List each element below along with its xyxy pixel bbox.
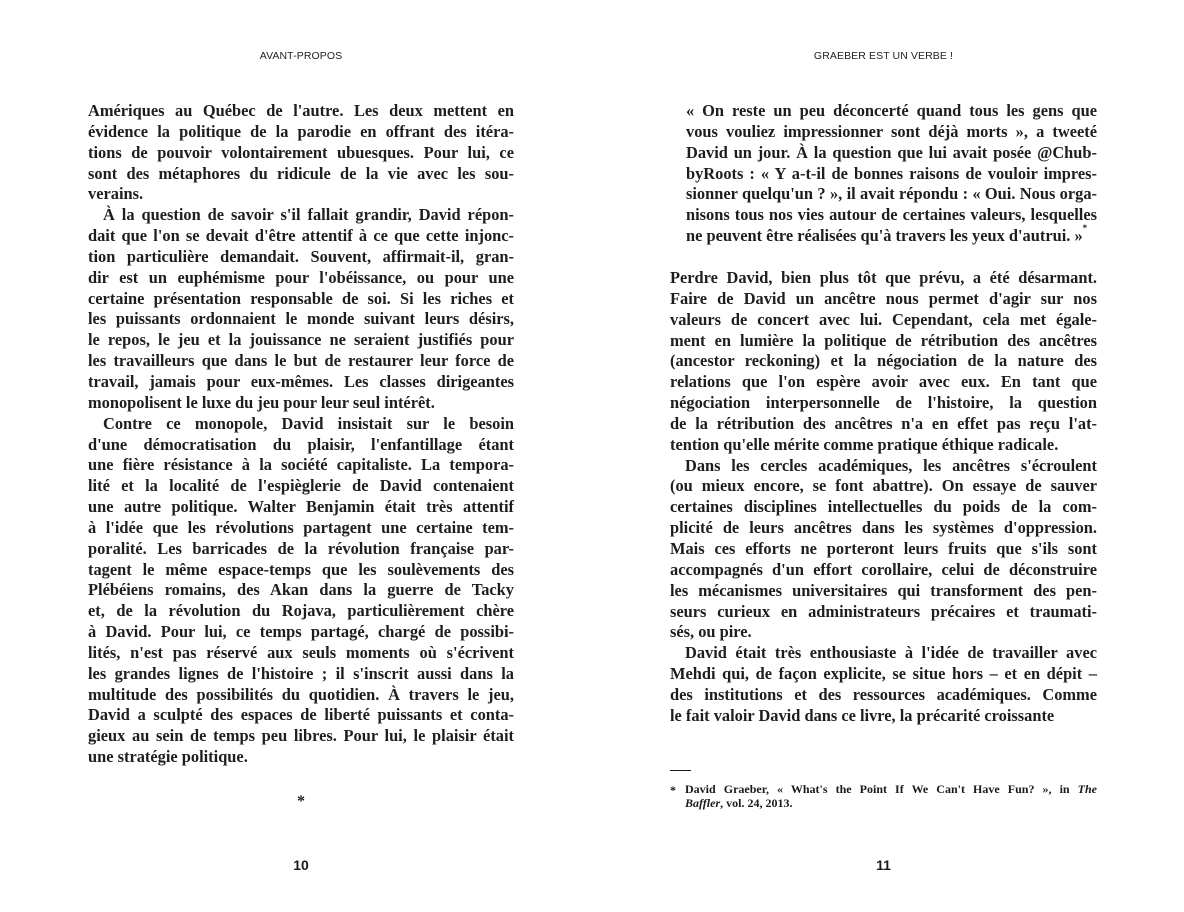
text-line: (ou mieux encore, se font abattre). On essaye de sauver [670,476,1097,496]
text-line: plicité de leurs ancêtres dans les systèmes d'oppression. [670,518,1097,538]
text-line: de la rétribution des ancêtres n'a en effet pas reçu l'at- [670,413,1097,433]
text-line: accompagnés d'un effort corollaire, celui de déconstruire [670,559,1097,579]
footnote-text: David Graeber, « What's the Point If We Can't Have Fun? », in [685,782,1078,796]
text-line: tention qu'elle mérite comme pratique éthique radicale. [670,434,1059,454]
text-line: seurs curieux en administrateurs précaires et traumati- [670,601,1097,621]
text-line: d'une démocratisation du plaisir, l'enfantillage étant [88,434,514,454]
text-line: sionner quelqu'un ? », il avait répondu : « Oui. Nous orga- [686,184,1097,204]
text-line: « On reste un peu déconcerté quand tous les gens que [686,101,1097,120]
section-break-asterism: * [297,793,305,810]
text-line: et, de la révolution du Rojava, particulièrement chère [88,601,514,621]
text-line: vous vouliez impressionner sont déjà morts », a tweeté [686,121,1097,141]
text-line: évidence la politique de la parodie en offrant des itéra- [88,121,514,141]
text-line: des institutions et des ressources académiques. Comme [670,684,1097,704]
footnote-rule [670,770,691,771]
text-line: à David. Pour lui, ce temps partagé, chargé de possibi- [88,622,514,642]
text-line: les grandes lignes de l'histoire ; il s'inscrit aussi dans la [88,663,514,683]
text-line: Perdre David, bien plus tôt que prévu, a été désarmant. [670,268,1097,287]
right-page [670,0,1097,912]
page-number: 10 [293,857,309,873]
text-line: négociation interpersonnelle de l'histoire, la question [670,393,1097,413]
text-line: travail, jamais pour eux-mêmes. Les classes dirigeantes [88,371,514,391]
text-line: le fait valoir David dans ce livre, la précarité croissante [670,705,1055,725]
footnote-mark: * [670,783,676,797]
text-line: Plébéiens romains, des Akan dans la guerre de Tacky [88,580,514,600]
text-line: À la question de savoir s'il fallait grandir, David répon- [103,205,514,225]
left-page [88,0,514,912]
text-line: relations que l'on espère avoir avec eux. En tant que [670,372,1097,392]
footnote-italic: Baffler [685,796,721,810]
text-line: ne peuvent être réalisées qu'à travers les yeux d'autrui. »* [686,223,1088,246]
text-line: une autre politique. Walter Benjamin était très attentif [88,497,514,517]
body-text [670,268,1097,727]
footnote-callout: * [1082,223,1088,234]
text-line: Dans les cercles académiques, les ancêtres s'écroulent [685,455,1097,475]
text-line: sont des métaphores du ridicule de la vie avec les sou- [88,163,514,183]
text-line: une fière résistance à la société capitaliste. La tempora- [88,455,514,475]
footnote-text: , vol. 24, 2013. [720,796,793,810]
text-line: les puissants ordonnaient le monde suivant leurs désirs, [88,309,514,329]
text-line: monopolisent le luxe du jeu pour leur seul intérêt. [88,392,435,412]
text-line: le repos, le jeu et la jouissance ne seraient justifiés pour [88,330,514,350]
text-line: les travailleurs que dans le but de restaurer leur force de [88,351,514,371]
text-line: Faire de David un ancêtre nous permet d'agir sur nos [670,288,1097,308]
text-line: dait que l'on se devait d'être attentif à ce que cette injonc- [88,226,514,246]
text-line: lités, n'est pas réservé aux seuls moments où s'écrivent [88,642,514,662]
text-line: ment en lumière la politique de rétribution des ancêtres [670,330,1097,350]
text-line: valeurs de concert avec lui. Cependant, cela met égale- [670,309,1097,329]
text-line: David était très enthousiaste à l'idée de travailler avec [685,643,1097,663]
text-line: nisons tous nos vies autour de certaines valeurs, lesquelles [686,205,1097,225]
running-head: AVANT-PROPOS [259,50,343,62]
text-line: une stratégie politique. [88,747,248,767]
footnote [670,782,1097,810]
text-line: Contre ce monopole, David insistait sur le besoin [103,413,514,433]
text-line: verains. [88,184,144,204]
text-line: tion particulière demandait. Souvent, affirmait-il, gran- [88,246,514,266]
text-line: certaine présentation responsable de soi. Si les riches et [88,288,514,308]
text-line: Amériques au Québec de l'autre. Les deux mettent en [88,101,514,120]
text-line: lité et la localité de l'espièglerie de David contenaient [88,476,514,496]
text-line: Mais ces efforts ne porteront leurs fruits que s'ils sont [670,538,1097,558]
running-head: GRAEBER EST UN VERBE ! [813,50,954,62]
block-quote [686,101,1097,247]
text-line: (ancestor reckoning) et la négociation de la nature des [670,351,1097,371]
text-line: dir est un euphémisme pour l'obéissance, ou pour une [88,267,514,287]
text-line: à l'idée que les révolutions partagent une certaine tem- [88,517,514,537]
text-line: les mécanismes universitaires qui transforment des pen- [670,580,1097,600]
text-line: multitude des possibilités du quotidien. À travers le jeu, [88,684,514,704]
footnote-italic: The [1077,782,1097,796]
text-line: tagent le même espace-temps que les soulèvements des [88,559,514,579]
text-line: gieux au sein de temps peu libres. Pour lui, le plaisir était [88,726,514,746]
text-line: tions de pouvoir volontairement ubuesques. Pour lui, ce [88,142,514,162]
text-line: certaines disciplines intellectuelles du poids de la com- [670,497,1097,517]
text-line: David un jour. À la question que lui avait posée @Chub- [686,142,1097,162]
text-line: byRoots : « Y a-t-il de bonnes raisons de vouloir impres- [686,163,1097,183]
text-line: sés, ou pire. [670,622,752,642]
page-number: 11 [876,857,891,873]
text-line: Mehdi qui, de façon explicite, se situe hors – et en dépit – [670,664,1097,684]
body-text [88,101,514,768]
text-line: David a sculpté des espaces de liberté puissants et conta- [88,705,514,725]
text-line: poralité. Les barricades de la révolution française par- [88,538,514,558]
